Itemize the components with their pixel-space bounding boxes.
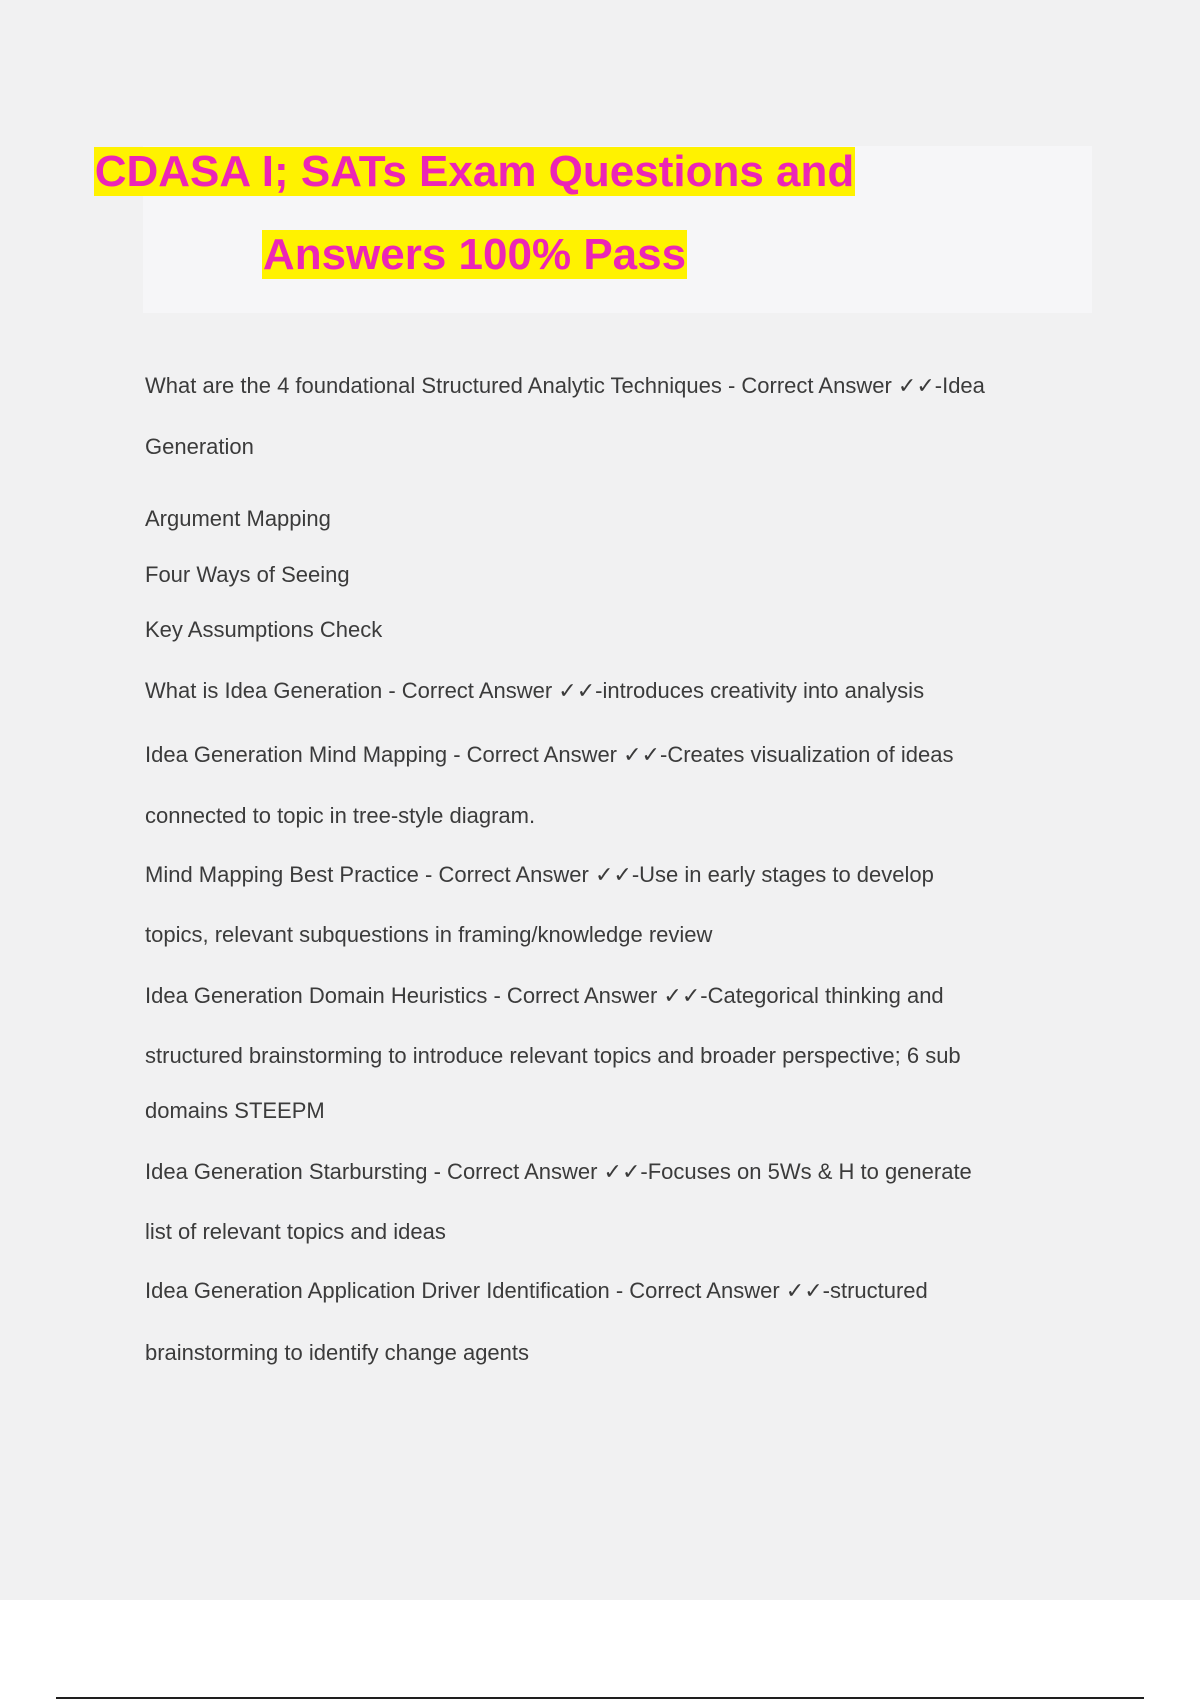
text-line: What are the 4 foundational Structured Analytic Techniques - Correct Answer ✓✓-Idea	[145, 373, 985, 398]
text-line: Argument Mapping	[145, 506, 331, 531]
text-line: list of relevant topics and ideas	[145, 1219, 446, 1244]
text-line: Key Assumptions Check	[145, 617, 383, 642]
text-line: connected to topic in tree-style diagram.	[145, 803, 536, 828]
footer-divider	[56, 1697, 1144, 1699]
text-line: What is Idea Generation - Correct Answer ✓✓-introduces creativity into analysis	[145, 678, 925, 703]
text-line: Idea Generation Starbursting - Correct Answer ✓✓-Focuses on 5Ws & H to generate	[145, 1159, 972, 1184]
text-line: domains STEEPM	[145, 1098, 325, 1123]
text-line: Four Ways of Seeing	[145, 562, 350, 587]
document-title-line-1: CDASA I; SATs Exam Questions and	[94, 147, 855, 196]
text-line: Idea Generation Mind Mapping - Correct Answer ✓✓-Creates visualization of ideas	[145, 742, 954, 767]
text-line: structured brainstorming to introduce relevant topics and broader perspective; 6 sub	[145, 1043, 961, 1068]
text-line: Generation	[145, 434, 254, 459]
text-line: brainstorming to identify change agents	[145, 1340, 530, 1365]
text-line: topics, relevant subquestions in framing/knowledge review	[145, 922, 713, 947]
text-line: Idea Generation Domain Heuristics - Correct Answer ✓✓-Categorical thinking and	[145, 983, 944, 1008]
text-line: Idea Generation Application Driver Identification - Correct Answer ✓✓-structured	[145, 1278, 928, 1303]
document-title-line-2: Answers 100% Pass	[262, 230, 687, 279]
text-line: Mind Mapping Best Practice - Correct Answer ✓✓-Use in early stages to develop	[145, 862, 934, 887]
